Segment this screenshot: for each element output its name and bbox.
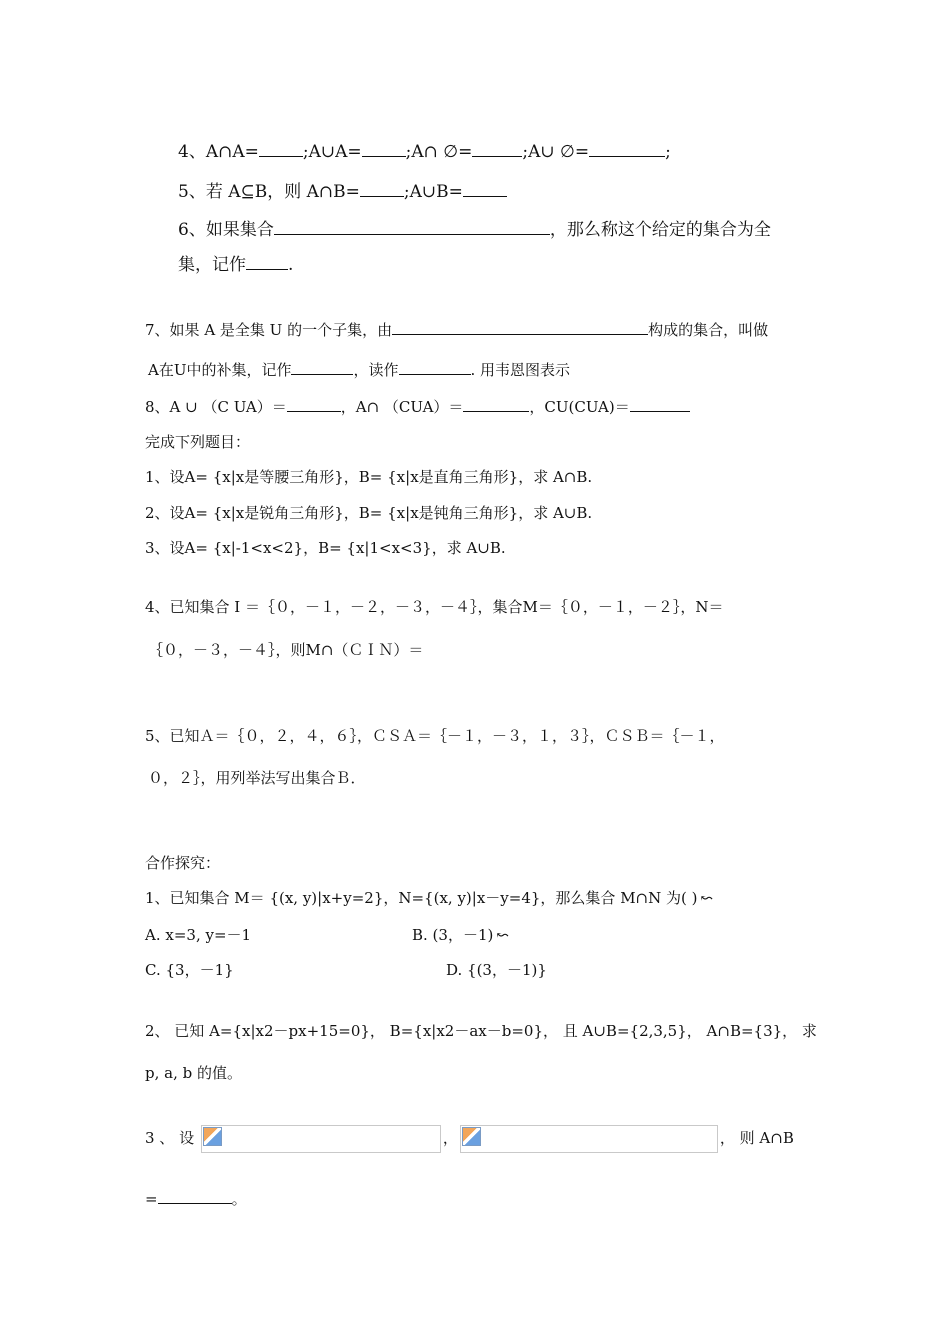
answer-blank[interactable] (589, 141, 665, 157)
answer-blank[interactable] (392, 319, 648, 335)
expr-text: . (288, 255, 294, 275)
answer-blank[interactable] (360, 181, 404, 197)
expr-text: 构成的集合，叫做 (648, 321, 769, 339)
answer-blank[interactable] (362, 141, 406, 157)
expr-text: = (145, 1190, 158, 1208)
expr-text: ;A∪ ∅= (522, 142, 590, 162)
broken-image-icon (201, 1125, 441, 1153)
explore-problem-3 (145, 1124, 794, 1153)
answer-blank[interactable] (259, 141, 303, 157)
answer-blank[interactable] (291, 359, 353, 375)
expr-text: 若 A⊆B，则 A∩B= (205, 182, 360, 202)
expr-text: A ∪ （C UA）＝ (169, 398, 287, 416)
expr-text: ;A∪B= (403, 182, 463, 202)
expr-text: ，那么称这个给定的集合为全 (549, 220, 771, 240)
answer-blank[interactable] (463, 181, 507, 197)
broken-image-icon (460, 1125, 718, 1153)
answer-blank[interactable] (287, 396, 341, 412)
exercise-1: 1、设A= {x|x是等腰三角形}，B= {x|x是直角三角形}，求 A∩B. (145, 468, 593, 486)
review-question-5 (178, 181, 507, 202)
decorative-mark-icon: ↜ (700, 889, 714, 907)
expr-text: A∩A= (205, 142, 259, 162)
exercise-4: 4、已知集合 I ＝｛０，－１，－２，－３，－４｝，集合M＝｛０，－１，－２｝，N＝ (145, 598, 724, 616)
exercises-heading: 完成下列题目： (145, 433, 251, 451)
question-number: 6、 (178, 220, 206, 240)
answer-blank[interactable] (399, 359, 471, 375)
question-number: 4、 (178, 142, 206, 162)
question-number: 5、 (178, 182, 206, 202)
expr-text: 如果 A 是全集 U 的一个子集，由 (169, 321, 393, 339)
exercise-2: 2、设A= {x|x是锐角三角形}，B= {x|x是钝角三角形}，求 A∪B. (145, 504, 593, 522)
expr-text: ，CU(CUA)＝ (529, 398, 630, 416)
explore-problem-2: 2、 已知 A={x|x2－px+15=0}， B={x|x2－ax－b=0}， 且 A∪B={2,3,5}， A∩B={3}， 求 (145, 1022, 817, 1040)
answer-blank[interactable] (463, 396, 529, 412)
exercise-5-cont: ０，２｝，用列举法写出集合Ｂ． (148, 769, 366, 787)
expr-text: ;A∪A= (302, 142, 362, 162)
expr-text: 如果集合 (205, 220, 274, 240)
expr-text: ，读作 (353, 361, 399, 379)
answer-blank[interactable] (158, 1188, 232, 1204)
concept-question-7-cont (148, 359, 570, 380)
expr-text: ; (665, 142, 671, 162)
answer-blank[interactable] (274, 219, 550, 235)
concept-question-8 (145, 396, 690, 417)
option-b (412, 925, 509, 945)
option-d: D. {(3，－1)} (446, 961, 547, 979)
expr-text: . 用韦恩图表示 (470, 361, 571, 379)
concept-question-7 (145, 319, 768, 340)
expr-text: 1、已知集合 M＝ {(x, y)|x+y=2}，N={(x, y)|x－y=4}，那么集合 M∩N 为( ) (145, 889, 698, 907)
question-number: 8、 (145, 398, 170, 416)
review-question-4 (178, 141, 671, 162)
explore-heading: 合作探究： (145, 854, 221, 872)
explore-problem-1 (145, 888, 713, 908)
expr-text: 。 (231, 1190, 247, 1208)
expr-text: A在U中的补集，记作 (148, 361, 292, 379)
exercise-3: 3、设A= {x|-1<x<2}，B= {x|1<x<3}，求 A∪B. (145, 539, 506, 557)
question-number: 7、 (145, 321, 170, 339)
answer-blank[interactable] (630, 396, 690, 412)
decorative-mark-icon: ↜ (496, 926, 509, 944)
option-a: A. x=3, y=－1 (145, 926, 252, 944)
expr-text: ，A∩ （CUA）＝ (340, 398, 464, 416)
review-question-6-cont (178, 254, 293, 275)
answer-blank[interactable] (246, 254, 288, 270)
expr-text: ， (442, 1129, 458, 1147)
expr-text: 3 、 设 (145, 1129, 195, 1147)
expr-text: ， 则 A∩B (719, 1129, 794, 1147)
expr-text: B. (3，－1) (412, 926, 494, 944)
answer-blank[interactable] (472, 141, 522, 157)
exercise-4-cont: ｛０，－３，－４｝，则M∩（ＣＩＮ）＝ (148, 641, 424, 659)
explore-problem-2-cont: p, a, b 的值。 (145, 1064, 242, 1082)
review-question-6 (178, 219, 771, 240)
expr-text: 集，记作 (178, 255, 246, 275)
option-c: C. {3，－1} (145, 961, 234, 979)
exercise-5: 5、已知Ａ＝｛０，２，４，６｝，ＣＳＡ＝｛－１，－３，１，３｝，ＣＳＢ＝｛－１， (145, 727, 725, 745)
expr-text: ;A∩ ∅= (405, 142, 473, 162)
explore-problem-3-cont (145, 1188, 247, 1209)
